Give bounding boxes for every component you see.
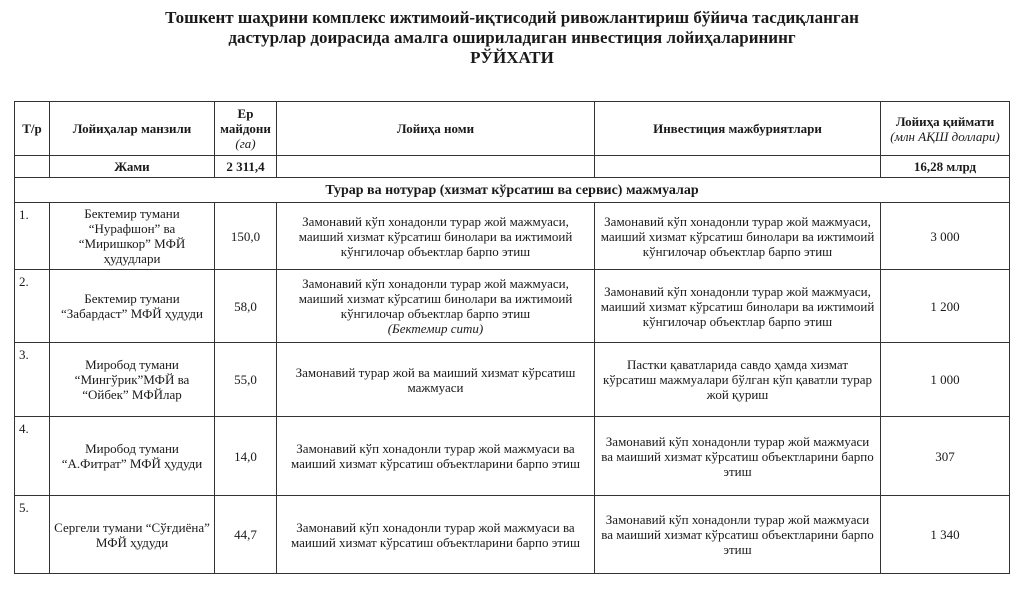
row-obligations: Замонавий кўп хонадонли турар жой мажмуаси ва маиший хизмат кўрсатиш объектларини барпо этиш: [595, 496, 881, 574]
title-line-3: РЎЙХАТИ: [470, 48, 554, 67]
row-project-name: [277, 496, 595, 574]
row-cost: 1 340: [881, 496, 1010, 574]
row-project-name: [277, 343, 595, 417]
table-row: [15, 270, 1010, 343]
header-obligations: Инвестиция мажбуриятлари: [595, 102, 881, 156]
row-num: 5.: [15, 496, 50, 574]
total-area: 2 311,4: [215, 156, 277, 178]
row-area: 14,0: [215, 417, 277, 496]
section-title: Турар ва нотурар (хизмат кўрсатиш ва сервис) мажмуалар: [15, 178, 1010, 203]
total-row: [15, 156, 1010, 178]
header-name: Лойиҳа номи: [277, 102, 595, 156]
total-cost: 16,28 млрд: [881, 156, 1010, 178]
row-num: 2.: [15, 270, 50, 343]
row-project-name: [277, 417, 595, 496]
row-address: Миробод тумани “Мингўрик”МФЙ ва “Ойбек” МФЙлар: [50, 343, 215, 417]
row-address: Бектемир тумани “Нурафшон” ва “Миришкор” МФЙ ҳудудлари: [50, 203, 215, 270]
row-project-note: (Бектемир сити): [387, 321, 484, 336]
row-project-text: Замонавий кўп хонадонли турар жой мажмуаси ва маиший хизмат кўрсатиш объектларини барпо этиш: [290, 441, 580, 471]
header-area: [215, 102, 277, 156]
header-cost: [881, 102, 1010, 156]
row-project-name: [277, 270, 595, 343]
header-area-unit: (га): [235, 136, 256, 151]
row-num: 3.: [15, 343, 50, 417]
table-row: [15, 343, 1010, 417]
row-num: 1.: [15, 203, 50, 270]
row-obligations: Замонавий кўп хонадонли турар жой мажмуаси, маиший хизмат кўрсатиш бинолари ва ижтимоий кўнгилочар объектлар барпо этиш: [595, 203, 881, 270]
row-cost: 3 000: [881, 203, 1010, 270]
table-row: [15, 203, 1010, 270]
row-cost: 307: [881, 417, 1010, 496]
header-area-line1: Ер: [237, 106, 254, 121]
row-cost: 1 000: [881, 343, 1010, 417]
document-title: [0, 8, 1024, 68]
row-num: 4.: [15, 417, 50, 496]
row-project-text: Замонавий кўп хонадонли турар жой мажмуаси ва маиший хизмат кўрсатиш объектларини барпо этиш: [290, 519, 580, 550]
row-area: 55,0: [215, 343, 277, 417]
row-project-text: Замонавий турар жой ва маиший хизмат кўрсатиш мажмуаси: [295, 364, 576, 395]
header-num: Т/р: [15, 102, 50, 156]
row-obligations: Пастки қаватларида савдо ҳамда хизмат кўрсатиш мажмуалари бўлган кўп қаватли турар жой қуриш: [595, 343, 881, 417]
total-label: Жами: [50, 156, 215, 178]
row-project-name: [277, 203, 595, 270]
row-obligations: Замонавий кўп хонадонли турар жой мажмуаси ва маиший хизмат кўрсатиш объектларини барпо этиш: [595, 417, 881, 496]
row-project-text: Замонавий кўп хонадонли турар жой мажмуаси, маиший хизмат кўрсатиш бинолари ва ижтимоий кўнгилочар объектлар барпо этиш: [298, 276, 573, 321]
section-row: [15, 178, 1010, 203]
row-area: 44,7: [215, 496, 277, 574]
header-cost-label: Лойиҳа қиймати: [895, 113, 995, 129]
header-area-line2: майдони: [220, 121, 271, 136]
row-cost: 1 200: [881, 270, 1010, 343]
row-address: Бектемир тумани “Забардаст” МФЙ ҳудуди: [50, 270, 215, 343]
title-line-2: дастурлар доирасида амалга ошириладиган инвестиция лойиҳаларининг: [228, 28, 796, 47]
row-area: 58,0: [215, 270, 277, 343]
row-address: Сергели тумани “Сўғдиёна” МФЙ ҳудуди: [50, 496, 215, 574]
table-row: [15, 417, 1010, 496]
projects-table: [14, 101, 1010, 574]
row-project-text: Замонавий кўп хонадонли турар жой мажмуаси, маиший хизмат кўрсатиш бинолари ва ижтимоий кўнгилочар объектлар барпо этиш: [298, 213, 573, 259]
table-header-row: [15, 102, 1010, 156]
table-row: [15, 496, 1010, 574]
header-address: Лойиҳалар манзили: [50, 102, 215, 156]
header-cost-unit: (млн АҚШ доллари): [890, 128, 1000, 144]
row-obligations: Замонавий кўп хонадонли турар жой мажмуаси, маиший хизмат кўрсатиш бинолари ва ижтимоий кўнгилочар объектлар барпо этиш: [595, 270, 881, 343]
row-area: 150,0: [215, 203, 277, 270]
title-line-1: Тошкент шаҳрини комплекс ижтимоий-иқтисодий ривожлантириш бўйича тасдиқланган: [165, 8, 859, 27]
row-address: Миробод тумани “А.Фитрат” МФЙ ҳудуди: [50, 417, 215, 496]
